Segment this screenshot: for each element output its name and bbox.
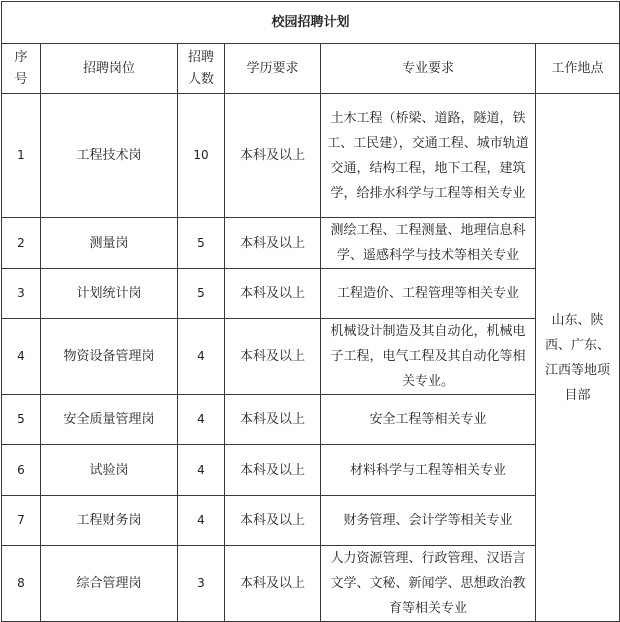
cell-major: 土木工程（桥梁、道路，隧道，铁工、工民建），交通工程、城市轨道交通，结构工程，地下工程，建筑学，给排水科学与工程等相关专业 <box>321 94 536 218</box>
cell-education: 本科及以上 <box>225 319 321 395</box>
header-location: 工作地点 <box>536 44 620 94</box>
recruitment-plan-table <box>1 1 620 622</box>
cell-major: 材料科学与工程等相关专业 <box>321 445 536 496</box>
table-row <box>2 319 620 395</box>
cell-position: 物资设备管理岗 <box>41 319 178 395</box>
header-seq: 序号 <box>2 44 41 94</box>
header-major: 专业要求 <box>321 44 536 94</box>
table-row <box>2 546 620 622</box>
table-row <box>2 445 620 496</box>
cell-major: 安全工程等相关专业 <box>321 395 536 445</box>
cell-count: 5 <box>178 269 225 319</box>
cell-major: 人力资源管理、行政管理、汉语言文学、文秘、新闻学、思想政治教育等相关专业 <box>321 546 536 622</box>
cell-seq: 2 <box>2 218 41 269</box>
cell-count: 5 <box>178 218 225 269</box>
cell-position: 安全质量管理岗 <box>41 395 178 445</box>
table-row <box>2 496 620 546</box>
cell-seq: 1 <box>2 94 41 218</box>
cell-seq: 8 <box>2 546 41 622</box>
cell-seq: 6 <box>2 445 41 496</box>
cell-position: 工程财务岗 <box>41 496 178 546</box>
cell-education: 本科及以上 <box>225 546 321 622</box>
header-count: 招聘人数 <box>178 44 225 94</box>
cell-seq: 7 <box>2 496 41 546</box>
cell-count: 4 <box>178 445 225 496</box>
cell-position: 计划统计岗 <box>41 269 178 319</box>
cell-education: 本科及以上 <box>225 94 321 218</box>
cell-major: 工程造价、工程管理等相关专业 <box>321 269 536 319</box>
cell-education: 本科及以上 <box>225 269 321 319</box>
cell-position: 工程技术岗 <box>41 94 178 218</box>
cell-education: 本科及以上 <box>225 218 321 269</box>
cell-count: 4 <box>178 496 225 546</box>
cell-major: 财务管理、会计学等相关专业 <box>321 496 536 546</box>
header-row <box>2 44 620 94</box>
table-row <box>2 269 620 319</box>
cell-education: 本科及以上 <box>225 395 321 445</box>
cell-seq: 3 <box>2 269 41 319</box>
cell-count: 4 <box>178 395 225 445</box>
header-education: 学历要求 <box>225 44 321 94</box>
cell-position: 测量岗 <box>41 218 178 269</box>
cell-major: 测绘工程、工程测量、地理信息科学、遥感科学与技术等相关专业 <box>321 218 536 269</box>
table-row <box>2 218 620 269</box>
header-position: 招聘岗位 <box>41 44 178 94</box>
cell-position: 综合管理岗 <box>41 546 178 622</box>
cell-count: 10 <box>178 94 225 218</box>
cell-education: 本科及以上 <box>225 496 321 546</box>
cell-count: 4 <box>178 319 225 395</box>
cell-position: 试验岗 <box>41 445 178 496</box>
cell-count: 3 <box>178 546 225 622</box>
title-row <box>2 2 620 44</box>
cell-education: 本科及以上 <box>225 445 321 496</box>
cell-location: 山东、陕西、广东、江西等地项目部 <box>536 94 620 622</box>
cell-major: 机械设计制造及其自动化，机械电子工程，电气工程及其自动化等相关专业。 <box>321 319 536 395</box>
cell-seq: 4 <box>2 319 41 395</box>
table-title: 校园招聘计划 <box>2 2 620 44</box>
table-row <box>2 395 620 445</box>
cell-seq: 5 <box>2 395 41 445</box>
table-row <box>2 94 620 218</box>
